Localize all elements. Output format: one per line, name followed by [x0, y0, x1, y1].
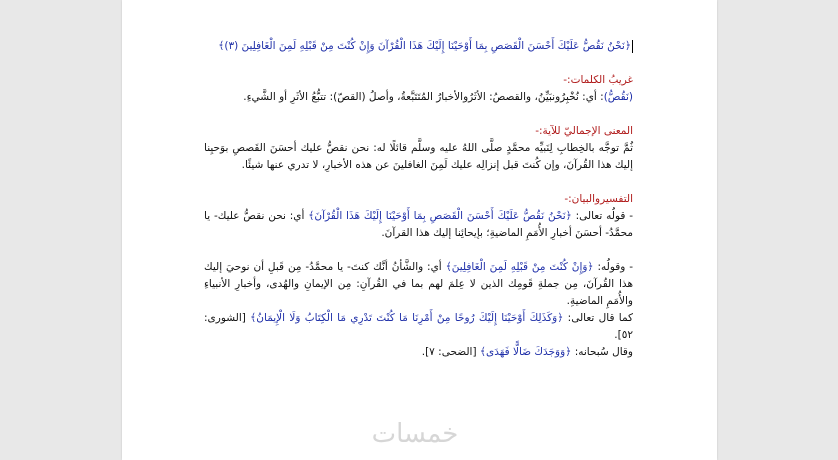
heading-gharib: غريبُ الكلمات:-	[563, 74, 633, 86]
paragraph-gharib: (نَقُصُّ): أي: نُخْبِرُونبَيِّنُ، والقصصُ: الأثَرُوالأخبارُ المُتَتَبَّعةُ، وأصلُ (القصّ): تتبُّعُ الأثَرِ أو الشَّيءِ.	[243, 91, 633, 103]
paragraph-tafsir-2: - وقولُه: ﴿وَإِنْ كُنْتَ مِنْ قَبْلِهِ لَمِنَ الْغَافِلِينَ﴾ أي: والشَّأنُ أنَّك كنتَ- يا محمَّدُ- مِن قَبلِ أن نوحيَ إليك هذا القُرآنَ، مِن جملةِ قَومِك الذين لا عِلمَ لهم بما في القُرآنِ: مِن الإيمانِ والهُدى، وأخبارِ الأنبياءِ والأُمَمِ الماضيةِ.	[204, 261, 633, 307]
paragraph-tafsir-1: - قولُه تعالى: ﴿نَحْنُ نَقُصُّ عَلَيْكَ أَحْسَنَ الْقَصَصِ بِمَا أَوْحَيْنَا إِلَيْكَ هَذَا الْقُرْآنَ﴾ أي: نحن نقصُّ عليك- يا محمَّدُ- أحسَنَ أخبارِ الأُمَمِ الماضيةِ؛ بإيحائِنا إليك هذا القرآنَ.	[204, 210, 633, 239]
document-content	[204, 38, 633, 361]
document-page	[122, 0, 717, 460]
paragraph-tafsir-3: كما قال تعالى: ﴿وَكَذَلِكَ أَوْحَيْنَا إِلَيْكَ رُوحًا مِنْ أَمْرِنَا مَا كُنْتَ تَدْرِي مَا الْكِتَابُ وَلَا الْإِيمَانُ﴾ [الشورى: ٥٢].	[204, 312, 634, 341]
text-cursor	[632, 40, 633, 53]
paragraph-tafsir-4: وقال سُبحانه: ﴿وَوَجَدَكَ ضَالًّا فَهَدَى﴾ [الضحى: ٧].	[421, 346, 633, 358]
ayah-paragraph[interactable]: ﴿نَحْنُ نَقُصُّ عَلَيْكَ أَحْسَنَ الْقَصَصِ بِمَا أَوْحَيْنَا إِلَيْكَ هَذَا الْقُرْآنَ وَإِنْ كُنْتَ مِنْ قَبْلِهِ لَمِنَ الْغَافِلِينَ (٣)﴾	[218, 40, 631, 52]
heading-maana: المعنى الإجماليّ للآية:-	[535, 125, 633, 137]
watermark-logo: خمسات	[371, 419, 459, 449]
heading-tafsir: التفسيروالبيان:-	[564, 193, 633, 205]
paragraph-maana: ثُمَّ توجَّه بالخِطابِ لِنَبيِّه محمَّدٍ صلَّى اللهُ عليه وسلَّم قائلًا له: نحن نقصُّ عليك أحسَنَ القَصصِ بوَحيِنا إليك هذا القُرآنَ، وإن كُنتَ قبل إنزالِه عليك لَمِنَ الغافلينَ عن هذه الأخبارِ، لا تدري عنها شيئًا.	[204, 142, 633, 171]
